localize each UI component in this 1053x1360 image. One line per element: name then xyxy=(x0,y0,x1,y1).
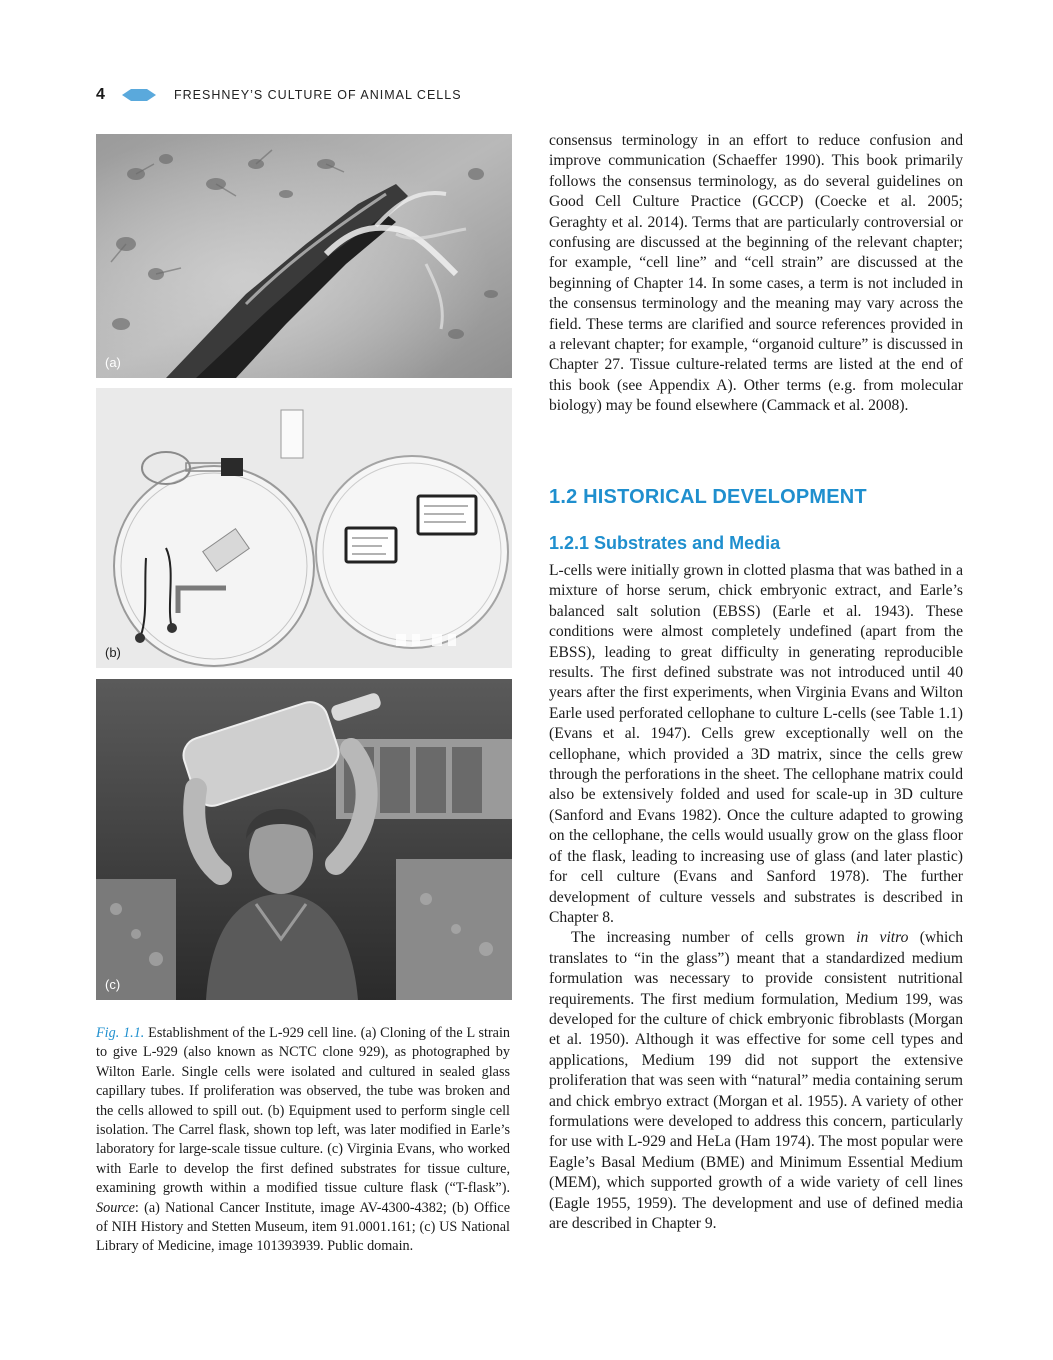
cell-micrograph-image xyxy=(96,134,512,378)
panel-label-a: (a) xyxy=(105,355,121,370)
figure-panel-a xyxy=(96,134,512,378)
intro-paragraph-block xyxy=(549,131,963,417)
intro-paragraph: consensus terminology in an effort to reduce confusion and improve communication (Schaeffer 1990). This book primarily follows the consensus terminology, as do several guidelines on Good Cell Culture Practice (GCCP) (Coecke et al. 2005; Geraghty et al. 2014). Terms that are particularly controversial or confusing are discussed at the beginning of the relevant chapter; for example, “cell line” and “cell strain” are discussed at the beginning of Chapter 14. In some cases, a term is not included in the consensus terminology and the meaning may vary across the field. These terms are clarified and source references provided in a relevant chapter; for example, “organoid culture” is discussed in Chapter 27. Tissue culture-related terms are listed at the end of this book (see Appendix A). Other terms (e.g. from molecular biology) may be found elsewhere (Cammack et al. 2008). xyxy=(549,132,963,415)
body-paragraph-2 xyxy=(549,928,963,1234)
running-title: FRESHNEY’S CULTURE OF ANIMAL CELLS xyxy=(174,88,462,102)
section-heading: 1.2 HISTORICAL DEVELOPMENT xyxy=(549,486,867,508)
equipment-photo-image xyxy=(96,388,512,668)
caption-text: Establishment of the L-929 cell line. (a) Cloning of the L strain to give L-929 (also known as NCTC clone 929), as photographed by Wilton Earle. Single cells were isolated and cultured in sealed glass capillary tubes. If proliferation was observed, the tube was broken and the cells allowed to spill out. (b) Equipment used to perform single cell isolation. The Carrel flask, shown top left, was later modified in Earle’s laboratory for large-scale tissue culture. (c) Virginia Evans, who worked with Earle to develop the first defined substrates for tissue culture, examining growth within a modified tissue culture flask (“T-flask”). xyxy=(96,1025,510,1197)
subsection-heading: 1.2.1 Substrates and Media xyxy=(549,533,781,553)
figure-label: Fig. 1.1. xyxy=(96,1025,145,1041)
scientist-photo-image xyxy=(96,679,512,1000)
diamond-ornament-icon xyxy=(122,89,156,101)
in-vitro-term: in vitro xyxy=(856,929,909,947)
body-text xyxy=(549,561,963,1234)
panel-label-c: (c) xyxy=(105,977,121,992)
page-number: 4 xyxy=(96,86,105,103)
figure-panel-c xyxy=(96,679,512,1000)
body-paragraph-2-start: The increasing number of cells grown xyxy=(571,929,857,947)
figure-caption xyxy=(96,1024,510,1257)
figure-panel-b xyxy=(96,388,512,668)
body-paragraph-1: L-cells were initially grown in clotted plasma that was bathed in a mixture of horse serum, chick embryonic extract, and Earle’s balanced salt solution (EBSS) (Earle et al. 1943). These conditions were almost completely undefined (apart from the EBSS), leading to great difficulty in generating reproducible results. The first defined substrate was not introduced until 40 years after the first experiments, when Virginia Evans and Wilton Earle used perforated cellophane to culture L-cells (see Table 1.1) (Evans et al. 1947). Cells grew exceptionally well on the cellophane, which provided a 3D matrix, since the cells grew through the perforations in the sheet. The cellophane matrix could also be extensively folded and used for scale-up in 3D culture (Sanford and Evans 1982). Once the culture adapted to growing on the cellophane, the cells would usually grow on the glass floor of the flask, leading to increasing use of glass (and later plastic) for cell culture (Evans and Sanford 1978). The further development of culture vessels and substrates is described in Chapter 8. xyxy=(549,562,963,926)
panel-label-b: (b) xyxy=(105,645,121,660)
caption-source-label: Source xyxy=(96,1199,135,1216)
caption-source-text: : (a) National Cancer Institute, image AV-4300-4382; (b) Office of NIH History and Stetten Museum, item 91.0001.161; (c) US National Library of Medicine, image 101393939. Public domain. xyxy=(96,1199,510,1255)
body-paragraph-2-rest: (which translates to “in the glass”) meant that a standardized medium formulation was necessary to provide consistent nutritional requirements. The first medium formulation, Medium 199, was developed for the culture of chick embryonic fibroblasts (Morgan et al. 1950). Although it was effective for some cell types and applications, Medium 199 did not support the extensive proliferation that was seen with “natural” media containing serum and chick embryo extract (Morgan et al. 1955). A variety of other formulations were developed to address this concern, particularly for use with L-929 and HeLa (Ham 1974). The most popular were Eagle’s Basal Medium (BME) and Minimum Essential Medium (MEM), which supported growth of a wide variety of cell lines (Eagle 1955, 1959). The development and use of defined media are described in Chapter 9. xyxy=(549,929,963,1232)
running-header xyxy=(96,84,462,106)
